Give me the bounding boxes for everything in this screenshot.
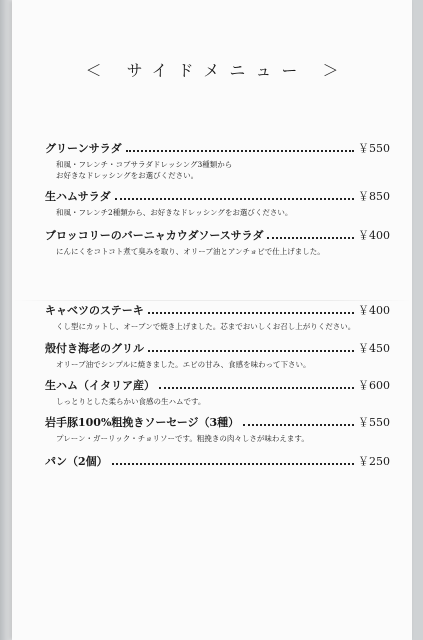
item-price: ￥850	[358, 190, 390, 203]
dotted-leader	[267, 237, 354, 239]
item-name: キャベツのステーキ	[45, 304, 144, 317]
menu-item	[45, 302, 390, 332]
dotted-leader	[159, 387, 354, 389]
menu-item	[45, 140, 390, 181]
item-price: ￥400	[358, 304, 390, 317]
item-name: 岩手豚100%粗挽きソーセージ（3種）	[45, 416, 240, 429]
item-description: オリーブ油でシンプルに焼きました。エビの甘み、食感を味わって下さい。	[56, 360, 311, 369]
menu-title: ＜ サイドメニュー ＞	[85, 61, 349, 80]
dotted-leader	[243, 424, 354, 426]
item-name: 生ハムサラダ	[45, 190, 111, 203]
page-crease	[12, 300, 412, 301]
item-description: くし型にカットし、オーブンで焼き上げました。芯までおいしくお召し上がりください。	[56, 322, 356, 331]
dotted-leader	[112, 463, 354, 465]
item-price: ￥450	[358, 342, 390, 355]
menu-item	[45, 188, 390, 218]
item-price: ￥600	[358, 379, 390, 392]
item-price: ￥400	[358, 229, 390, 242]
item-name: グリーンサラダ	[45, 142, 122, 155]
item-name: 生ハム（イタリア産）	[45, 379, 155, 392]
item-description: 和風・フレンチ・コブサラダドレッシング3種類から お好きなドレッシングをお選びください。	[56, 160, 233, 180]
menu-item	[45, 414, 390, 444]
item-price: ￥250	[358, 455, 390, 468]
menu-item	[45, 377, 390, 407]
item-name: パン（2個）	[45, 455, 108, 468]
item-description: 和風・フレンチ2種類から、お好きなドレッシングをお選びください。	[56, 208, 293, 217]
dotted-leader	[148, 312, 354, 314]
dotted-leader	[115, 198, 354, 200]
item-price: ￥550	[358, 416, 390, 429]
item-description: プレーン・ガーリック・チョリソーです。粗挽きの肉々しさが味わえます。	[56, 434, 309, 443]
page-left-edge	[0, 0, 12, 640]
menu-page	[12, 0, 412, 640]
item-name: ブロッコリーのバーニャカウダソースサラダ	[45, 229, 264, 242]
menu-item	[45, 340, 390, 370]
dotted-leader	[148, 350, 354, 352]
dotted-leader	[126, 150, 354, 152]
item-price: ￥550	[358, 142, 390, 155]
menu-item	[45, 453, 390, 469]
item-name: 殻付き海老のグリル	[45, 342, 144, 355]
item-description: しっとりとした柔らかい食感の生ハムです。	[56, 397, 206, 406]
menu-item	[45, 227, 390, 257]
item-description: にんにくをコトコト煮て臭みを取り、オリーブ油とアンチョビで仕上げました。	[56, 247, 325, 256]
